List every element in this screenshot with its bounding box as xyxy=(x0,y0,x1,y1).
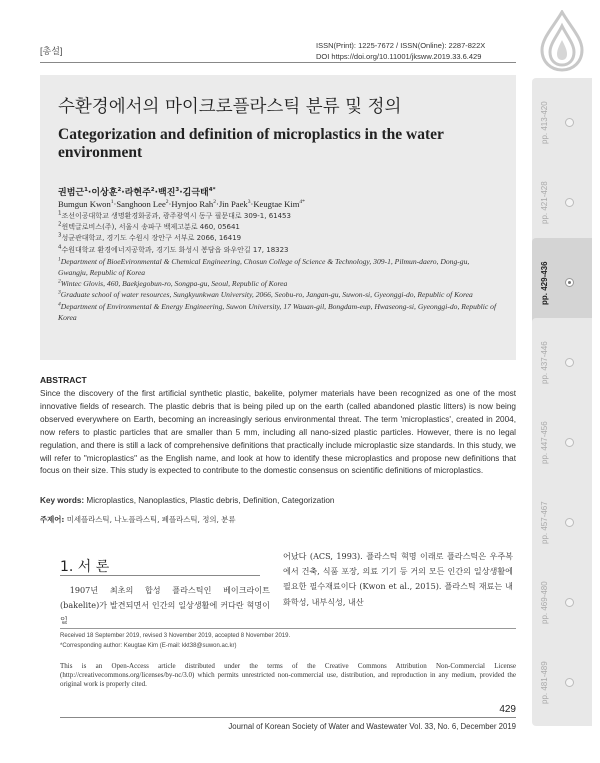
article-page-tabs xyxy=(532,78,592,718)
author-name: 이상훈$^2$ xyxy=(91,187,122,198)
tab-dot-icon xyxy=(565,678,574,687)
title-english: Categorization and definition of microplastics in the water environment xyxy=(58,126,444,161)
page-tab-label: pp. 481-489 xyxy=(540,661,549,705)
affiliations xyxy=(58,211,498,323)
keywords-korean xyxy=(40,514,516,525)
author-name: Keugtae Kim$^{4*}$ xyxy=(253,199,305,209)
page-tab-437-446[interactable] xyxy=(532,318,592,406)
page-tab-469-480[interactable] xyxy=(532,558,592,646)
page-tab-label: pp. 447-456 xyxy=(540,421,549,465)
tab-dot-icon xyxy=(565,438,574,447)
body-right-column: 어났다 (ACS, 1993). 플라스틱 혁명 이래로 플라스틱은 우주복에서 건축, 식품 포장, 의료 기기 등 거의 모든 인간의 일상생활에 필요한 필수재료이다 (Kwon et al., 2015). 플라스틱 재료는 내화학성, 내부식성, 내산 xyxy=(283,551,513,607)
affiliation-en: $^3$Graduate school of water resources, Sungkyunkwan University, 2066, Seobu-ro, Jangan-gu, Suwon-si, Gyeonggi-do, Republic of Korea xyxy=(58,289,473,300)
issn-text: ISSN(Print): 1225-7672 / ISSN(Online): 2287-822X xyxy=(316,41,486,50)
footnote-rule xyxy=(60,628,516,629)
title-korean: 수환경에서의 마이크로플라스틱 분류 및 정의 xyxy=(58,97,402,117)
affiliation-en: $^1$Department of BioeEvironmental & Chemical Engineering, Chosun College of Science & Technology, 309-1, Pilmun-daero, Dong-gu, Gwangju, Republic of Korea xyxy=(58,256,470,278)
keywords-label-korean: 주제어: xyxy=(40,515,65,524)
footer-rule xyxy=(60,717,516,718)
issn-doi-block xyxy=(316,40,516,62)
tab-dot-icon xyxy=(565,278,574,287)
body-left-column: 1907년 최초의 합성 플라스틱인 베이크라이트(bakelite)가 발견되면서 인간의 일상생활에 커다란 혁명이 일 xyxy=(60,585,270,626)
authors-english: Bumgun Kwon$^1$·Sanghoon Lee$^2$·Hynjoo Rah$^2$·Jin Paek$^3$·Keugtae Kim$^{4*}$ xyxy=(58,199,305,209)
authors-korean: 권범근$^1$·이상훈$^2$·라현주$^2$·백진$^3$·김극태$^{4*}$ xyxy=(58,187,216,198)
keywords-label: Key words: xyxy=(40,496,85,505)
page-tab-457-467[interactable] xyxy=(532,478,592,566)
page-tab-481-489[interactable] xyxy=(532,638,592,726)
page-tab-413-420[interactable] xyxy=(532,78,592,166)
journal-logo-icon xyxy=(532,10,592,72)
affiliation-ko: $^2$윈텍글로비스(주), 서울시 송파구 백제고분로 460, 05641 xyxy=(58,221,240,232)
page-tab-label: pp. 429-436 xyxy=(540,261,549,305)
doi-link[interactable]: DOI https://doi.org/10.11001/jksww.2019.33.6.429 xyxy=(316,52,482,61)
author-name: 라현주$^2$ xyxy=(124,187,155,198)
page-tab-421-428[interactable] xyxy=(532,158,592,246)
author-name: Sanghoon Lee$^2$ xyxy=(116,199,169,209)
affiliation-ko: $^1$조선이공대학교 생명환경화공과, 광주광역시 동구 필문대로 309-1, 61453 xyxy=(58,210,291,220)
page-tab-label: pp. 437-446 xyxy=(540,341,549,385)
author-name: 권범근$^1$ xyxy=(58,187,88,198)
tab-dot-icon xyxy=(565,198,574,207)
abstract-body: Since the discovery of the first artificial synthetic plastic, bakelite, polymer materials have been recognized as one of the most innovative fields of research. The plastic debris that is being piled up on the earth (called abandoned plastic litters) is now being observed everywhere on Earth, becoming an increasingly serious environmental threat. The term 'microplastics', created in 2004, now refers to plastic particles that are smaller than 5 mm, including all nano-sized plastic particles. However, there is no legal regulation, and there is still a lack of comprehensive definitions that practically include microplastic size standards. In this study, we will refer to "microplastics" as the English name, and look at how to identify these microplastics and propose new definitions that focus on their size. This study is expected to contribute to the domestic consensus on scientific definitions of microplastics. xyxy=(40,389,516,476)
affiliation-ko: $^4$수원대학교 환경에너지공학과, 경기도 화성시 봉담읍 와우안길 17, 18323 xyxy=(58,244,289,254)
journal-citation: Journal of Korean Society of Water and Wastewater Vol. 33, No. 6, December 2019 xyxy=(228,722,516,731)
section-rule xyxy=(60,575,260,576)
section-heading: 1. 서 론 xyxy=(60,559,110,575)
keywords-english xyxy=(40,496,516,505)
keywords-text-korean: 미세플라스틱, 나노플라스틱, 폐플라스틱, 정의, 분류 xyxy=(66,515,236,524)
page-tab-label: pp. 457-467 xyxy=(540,501,549,545)
affiliation-ko: $^3$성균관대학교, 경기도 수원시 장안구 서부로 2066, 16419 xyxy=(58,233,242,243)
page-tab-429-436[interactable] xyxy=(532,238,592,326)
corresponding-author: *Corresponding author: Keugtae Kim (E-mail: kkt38@suwon.ac.kr) xyxy=(60,643,237,649)
page-tab-447-456[interactable] xyxy=(532,398,592,486)
tab-dot-icon xyxy=(565,358,574,367)
header-rule xyxy=(40,62,516,63)
received-dates: Received 18 September 2019, revised 3 November 2019, accepted 8 November 2019. xyxy=(60,633,291,639)
keywords-text: Microplastics, Nanoplastics, Plastic debris, Definition, Categorization xyxy=(86,496,335,505)
author-name: Jin Paek$^3$ xyxy=(218,199,251,209)
page-number: 429 xyxy=(499,704,516,715)
author-name: 김극태$^{4*}$ xyxy=(182,187,216,198)
tab-dot-icon xyxy=(565,518,574,527)
affiliation-en: $^4$Department of Environmental & Energy Engineering, Suwon University, 17 Wauan-gil, Bongdam-eup, Hwaseong-si, Gyeonggi-do, Republic of Korea xyxy=(58,301,497,322)
tab-dot-icon xyxy=(565,598,574,607)
affiliation-en: $^2$Wintec Glovis, 460, Baekjegobun-ro, Songpa-gu, Seoul, Republic of Korea xyxy=(58,278,288,289)
author-name: 백진$^3$ xyxy=(158,187,180,198)
license-text: This is an Open-Access article distributed under the terms of the Creative Commons Attribution Non-Commercial License (http://creativecommons.org/licenses/by-nc/3.0) which permits unrestricted non-commercial use, distribution, and reproduction in any medium, provided the original work is properly cited. xyxy=(60,662,516,688)
tab-dot-icon xyxy=(565,118,574,127)
author-name: Bumgun Kwon$^1$ xyxy=(58,199,114,209)
page-tab-label: pp. 469-480 xyxy=(540,581,549,625)
page-tab-label: pp. 413-420 xyxy=(540,101,549,145)
abstract-heading: ABSTRACT xyxy=(40,375,87,385)
article-category: [총설] xyxy=(40,46,63,56)
page-tab-label: pp. 421-428 xyxy=(540,181,549,225)
author-name: Hynjoo Rah$^2$ xyxy=(171,199,216,209)
